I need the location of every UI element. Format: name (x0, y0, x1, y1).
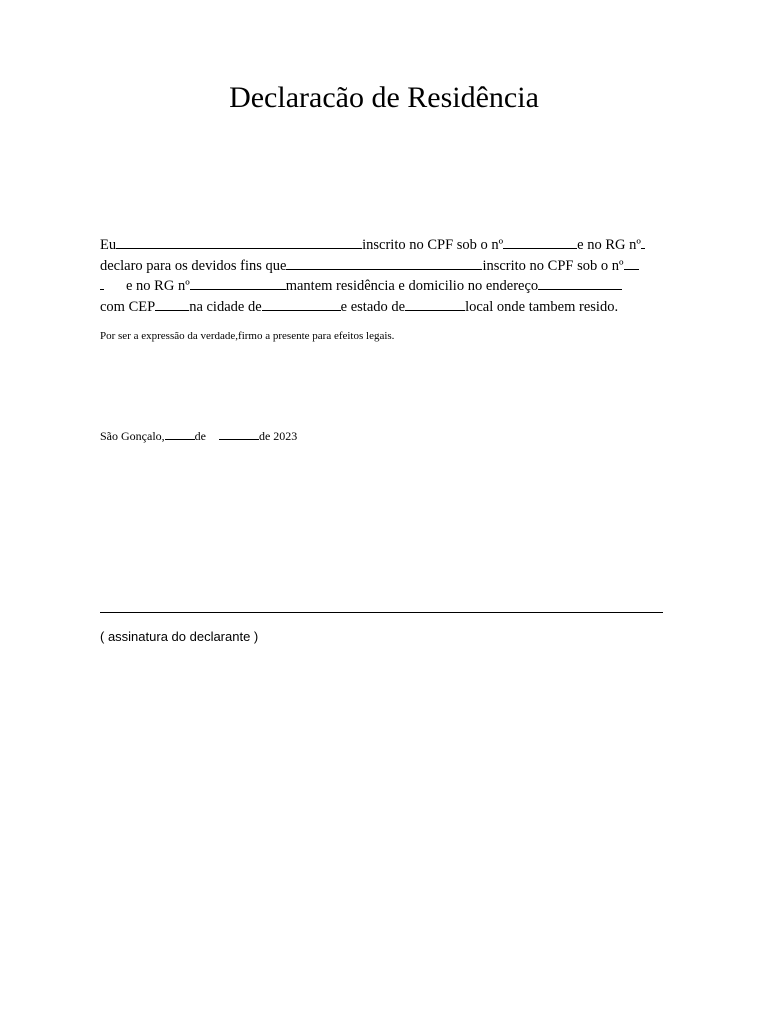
day-blank (165, 429, 195, 440)
text-cidade: na cidade de (189, 298, 262, 315)
paragraph-line-4 (100, 297, 680, 318)
text-local: local onde tambem resido. (465, 298, 619, 315)
text-de-1: de (194, 429, 206, 443)
text-rg-2: e no RG nº (126, 278, 190, 294)
signature-line (100, 612, 663, 613)
rg-blank-2 (190, 276, 286, 290)
rg-blank-1 (641, 235, 645, 249)
text-declaro: declaro para os devidos fins que (100, 257, 287, 274)
address-blank (538, 276, 622, 290)
paragraph-line-1 (100, 235, 680, 256)
name-blank-2 (286, 256, 482, 270)
text-cpf-2: inscrito no CPF sob o nº (482, 257, 624, 274)
cpf-blank-2-cont (100, 276, 104, 290)
text-mantem: mantem residência e domicilio no endereço (285, 278, 539, 294)
paragraph-line-2 (100, 256, 680, 277)
text-cep: com CEP (100, 298, 156, 315)
paragraph-line-3 (100, 276, 680, 297)
text-city: São Gonçalo, (100, 429, 165, 443)
text-de-2: de 2023 (258, 429, 298, 443)
text-eu: Eu (100, 237, 117, 253)
cpf-blank-2 (624, 256, 639, 270)
text-rg-1: e no RG nº (577, 237, 641, 253)
state-blank (405, 297, 465, 311)
document-title: Declaracão de Residência (229, 81, 539, 114)
name-blank-1 (116, 235, 362, 249)
cpf-blank-1 (503, 235, 577, 249)
date-line (100, 428, 297, 444)
text-cpf-1: inscrito no CPF sob o nº (362, 237, 504, 253)
declaration-paragraph (100, 235, 680, 317)
city-blank (262, 297, 341, 311)
cep-blank (155, 297, 189, 311)
truth-statement: Por ser a expressão da verdade,firmo a presente para efeitos legais. (100, 330, 395, 342)
text-estado: e estado de (340, 298, 406, 315)
month-blank (219, 429, 259, 440)
signature-caption: ( assinatura do declarante ) (100, 629, 259, 644)
